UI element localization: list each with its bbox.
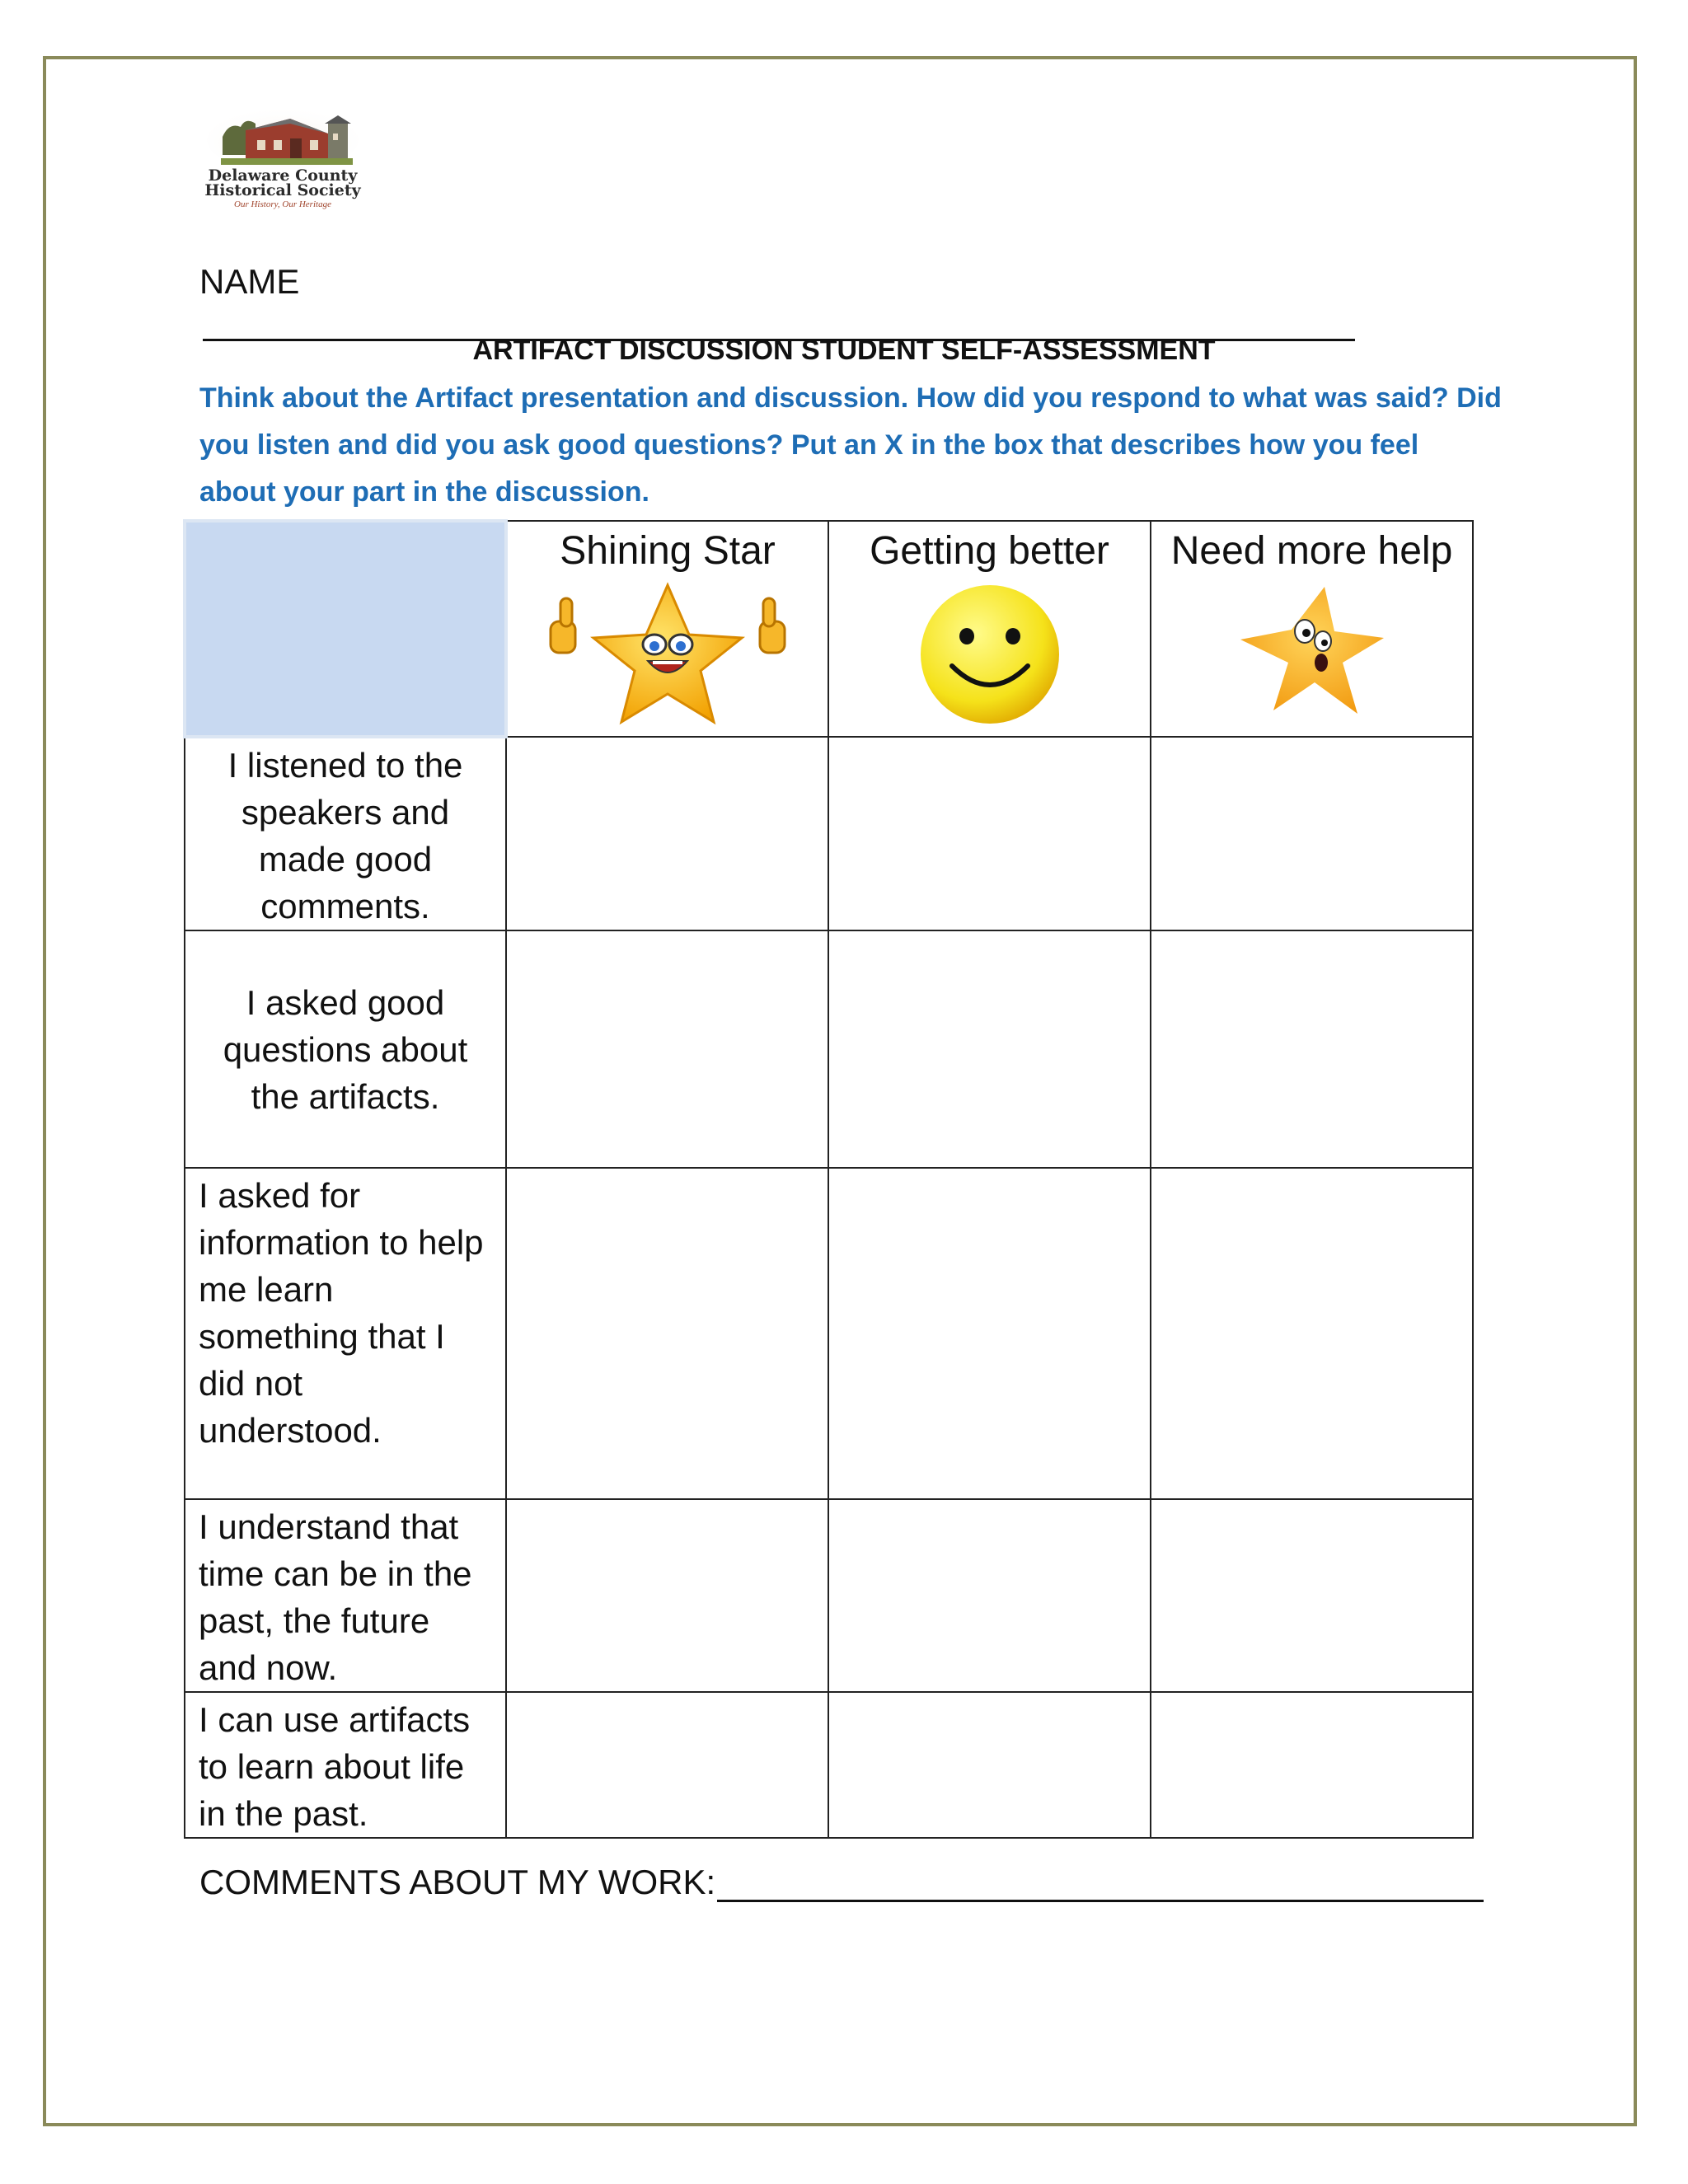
barn-illustration [204,105,361,170]
answer-cell-need-more-help[interactable] [1151,737,1473,930]
answer-cell-getting-better[interactable] [828,1499,1151,1692]
comments-blank-line[interactable] [717,1863,1484,1902]
instructions-text: Think about the Artifact presentation and discussion. How did you respond to what was said? Did you listen and did you ask good questions? Put an X in the box that describes how you feel about your part in the discussion. [199,382,1502,508]
column-header-shining-star [506,521,828,737]
society-logo [204,105,361,213]
self-assessment-table [183,519,1474,1839]
smiley-face-icon [916,580,1064,729]
table-row [185,1168,1473,1499]
answer-cell-shining-star[interactable] [506,1692,828,1838]
answer-cell-shining-star[interactable] [506,1499,828,1692]
thumbs-up-star-icon [544,580,791,729]
row-statement: I asked for information to help me learn something that I did not understood. [185,1168,506,1499]
column-label: Shining Star [560,529,776,573]
row-statement: I asked good questions about the artifacts. [185,930,506,1168]
table-row [185,1499,1473,1692]
column-header-getting-better [828,521,1151,737]
column-label: Need more help [1170,529,1453,573]
answer-cell-shining-star[interactable] [506,737,828,930]
answer-cell-getting-better[interactable] [828,1168,1151,1499]
row-statement: I understand that time can be in the past, the future and now. [185,1499,506,1692]
answer-cell-shining-star[interactable] [506,1168,828,1499]
comments-label: COMMENTS ABOUT MY WORK: [199,1863,716,1901]
table-row [185,930,1473,1168]
name-label: NAME [199,262,300,301]
answer-cell-getting-better[interactable] [828,737,1151,930]
name-field[interactable] [199,262,1452,341]
comments-field[interactable] [199,1863,1484,1902]
worried-star-icon [1234,580,1390,720]
answer-cell-getting-better[interactable] [828,1692,1151,1838]
row-statement: I can use artifacts to learn about life in the past. [185,1692,506,1838]
table-row [185,1692,1473,1838]
answer-cell-need-more-help[interactable] [1151,1168,1473,1499]
answer-cell-getting-better[interactable] [828,930,1151,1168]
answer-cell-need-more-help[interactable] [1151,930,1473,1168]
row-statement: I listened to the speakers and made good comments. [185,737,506,930]
worksheet-title: ARTIFACT DISCUSSION STUDENT SELF-ASSESSMENT [472,335,1216,366]
logo-tagline: Our History, Our Heritage [234,199,331,209]
column-label: Getting better [870,529,1109,573]
answer-cell-need-more-help[interactable] [1151,1692,1473,1838]
table-row [185,737,1473,930]
table-corner-cell [185,521,506,737]
logo-name: Delaware County Historical Society [204,166,361,199]
table-header-row [185,521,1473,737]
answer-cell-shining-star[interactable] [506,930,828,1168]
column-header-need-more-help [1151,521,1473,737]
answer-cell-need-more-help[interactable] [1151,1499,1473,1692]
